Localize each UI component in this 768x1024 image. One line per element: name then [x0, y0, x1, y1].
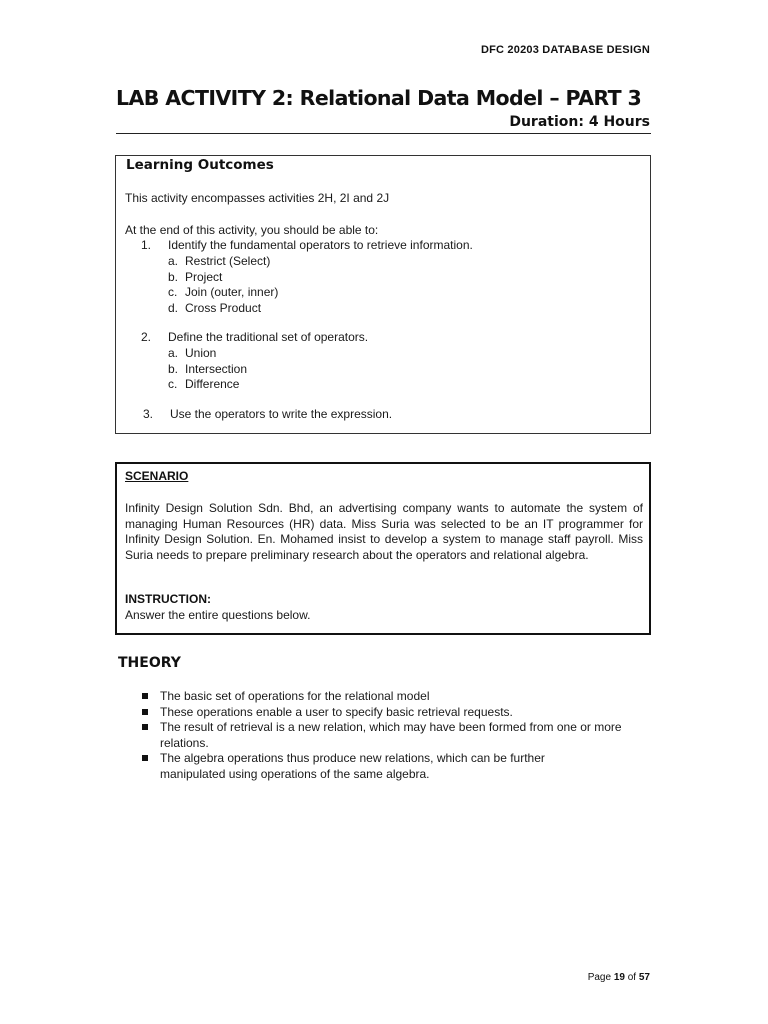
sub-item-letter: c.: [168, 377, 178, 391]
outcome-text: Identify the fundamental operators to retrieve information.: [168, 238, 473, 252]
title-divider: [116, 133, 651, 134]
instruction-text: Answer the entire questions below.: [125, 608, 311, 622]
learning-outcomes-at-end: At the end of this activity, you should be able to:: [125, 223, 379, 237]
theory-bullet-item: [140, 705, 640, 721]
theory-bullet-text: The algebra operations thus produce new relations, which can be further manipulated using operations of the same algebra.: [160, 751, 545, 781]
page-number: 19: [613, 972, 625, 983]
sub-item: [168, 301, 278, 317]
square-bullet-icon: [140, 751, 160, 782]
outcome-text: Use the operators to write the expression.: [170, 407, 393, 421]
learning-outcomes-intro: This activity encompasses activities 2H, 2I and 2J: [125, 191, 390, 205]
page-title: LAB ACTIVITY 2: Relational Data Model – PART 3: [116, 86, 642, 110]
theory-bullet-text: These operations enable a user to specify basic retrieval requests.: [160, 704, 513, 719]
theory-bullet-list: [140, 689, 640, 782]
scenario-paragraph: Infinity Design Solution Sdn. Bhd, an advertising company wants to automate the system of managing Human Resources (HR) data. Miss Suria was selected to be an IT programmer for Infinity Design Solution. En. Mohamed insist to develop a system to manage staff payroll. Miss Suria needs to prepare preliminary research about the operators and relational algebra.: [125, 501, 643, 562]
sub-item-text: Project: [185, 269, 223, 284]
scenario-box: [115, 462, 651, 635]
outcome-number: 1.: [141, 238, 152, 252]
outcome-item-3: [143, 407, 392, 423]
scenario-heading: SCENARIO: [125, 469, 189, 483]
sub-item: [168, 346, 247, 362]
outcome-item-2: [141, 330, 368, 346]
outcome-number: 3.: [143, 407, 154, 421]
sub-item-letter: a.: [168, 254, 179, 268]
sub-item-text: Restrict (Select): [185, 254, 271, 268]
total-pages: 57: [638, 972, 650, 983]
page-footer: [588, 972, 650, 983]
theory-bullet-item: [140, 751, 640, 782]
square-bullet-icon: [140, 689, 160, 705]
of-label: of: [627, 972, 637, 983]
learning-outcomes-heading: Learning Outcomes: [126, 157, 274, 173]
square-bullet-icon: [140, 705, 160, 721]
outcome-item-1: [141, 238, 473, 254]
sub-item-text: Cross Product: [185, 300, 262, 315]
sub-item-text: Difference: [185, 377, 240, 391]
theory-bullet-item: [140, 689, 640, 705]
theory-heading: THEORY: [118, 655, 181, 671]
sub-item-letter: d.: [168, 300, 179, 315]
sub-item-text: Union: [185, 346, 217, 360]
sub-item-letter: b.: [168, 269, 179, 284]
course-header: DFC 20203 DATABASE DESIGN: [480, 44, 650, 56]
outcome-text: Define the traditional set of operators.: [168, 330, 369, 344]
sub-item-text: Join (outer, inner): [185, 285, 279, 299]
theory-bullet-text: The basic set of operations for the relational model: [160, 689, 430, 703]
square-bullet-icon: [140, 720, 160, 751]
instruction-heading: INSTRUCTION:: [125, 592, 211, 606]
outcome-2-sublist: [168, 346, 247, 393]
sub-item: [168, 362, 247, 378]
sub-item: [168, 270, 278, 286]
sub-item-text: Intersection: [185, 361, 248, 376]
sub-item-letter: a.: [168, 346, 179, 360]
outcome-number: 2.: [141, 330, 152, 344]
sub-item: [168, 377, 247, 393]
learning-outcomes-box: [115, 155, 651, 434]
outcome-1-sublist: [168, 254, 278, 316]
page-label: Page: [587, 972, 612, 983]
sub-item-letter: c.: [168, 285, 178, 299]
sub-item-letter: b.: [168, 361, 179, 376]
sub-item: [168, 254, 278, 270]
sub-item: [168, 285, 278, 301]
duration-label: Duration: 4 Hours: [509, 114, 650, 130]
theory-bullet-item: [140, 720, 640, 751]
theory-bullet-text: The result of retrieval is a new relation, which may have been formed from one or more relations.: [160, 720, 622, 750]
